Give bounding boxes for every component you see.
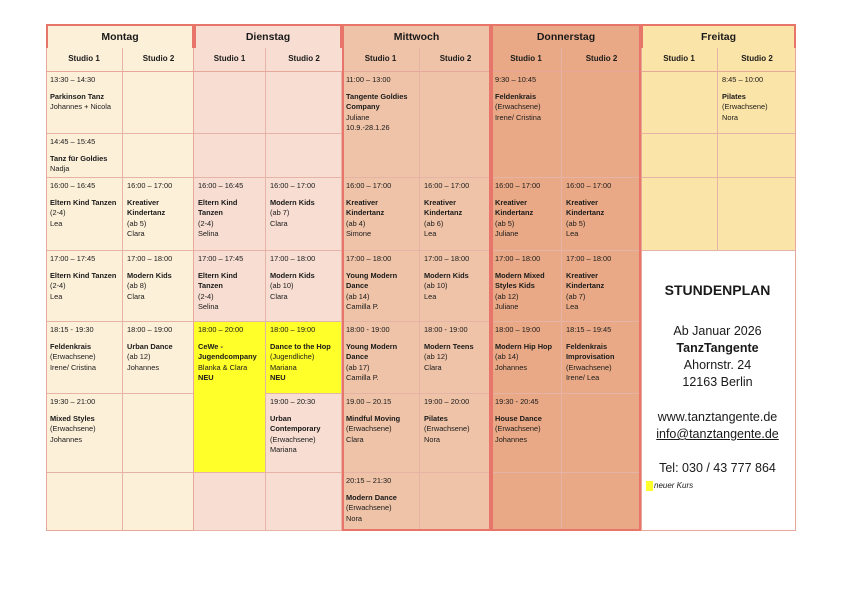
empty-cell xyxy=(420,72,491,178)
course-cell: 17:00 – 18:00 Kreativer Kindertanz (ab 7) Lea xyxy=(562,251,641,322)
email-link[interactable]: info@tanztangente.de xyxy=(656,427,779,441)
course-cell: 19:00 – 20:00 Pilates (Erwachsene) Nora xyxy=(420,394,491,473)
course-cell: 20:15 – 21:30 Modern Dance (Erwachsene) Nora xyxy=(342,473,420,531)
studio-header: Studio 1 xyxy=(194,48,266,72)
empty-cell xyxy=(718,134,796,178)
empty-cell xyxy=(194,134,266,178)
studio-header: Studio 2 xyxy=(266,48,342,72)
course-cell: 16:00 – 16:45 Eltern Kind Tanzen (2-4) Lea xyxy=(46,178,123,251)
course-cell-new: 18:00 – 20:00 CeWe - Jugendcompany Blanka & Clara NEU xyxy=(194,322,266,473)
course-cell: 19:30 – 21:00 Mixed Styles (Erwachsene) Johannes xyxy=(46,394,123,473)
empty-cell xyxy=(491,473,562,531)
highlight-swatch xyxy=(646,481,653,491)
course-cell: 16:00 – 17:00 Kreativer Kindertanz (ab 6) Lea xyxy=(420,178,491,251)
empty-cell xyxy=(46,473,123,531)
city-text: 12163 Berlin xyxy=(682,375,753,389)
studio-name: TanzTangente xyxy=(676,341,759,355)
empty-cell xyxy=(123,134,194,178)
course-cell: 14:45 – 15:45 Tanz für Goldies Nadja xyxy=(46,134,123,178)
course-cell: 18:15 - 19:30 Feldenkrais (Erwachsene) Irene/ Cristina xyxy=(46,322,123,394)
course-cell: 17:00 – 17:45 Eltern Kind Tanzen (2-4) Selina xyxy=(194,251,266,322)
studio-header: Studio 1 xyxy=(46,48,123,72)
empty-cell xyxy=(641,178,718,251)
website-link[interactable]: www.tanztangente.de xyxy=(657,410,778,424)
studio-header: Studio 2 xyxy=(562,48,641,72)
course-cell: 17:00 – 18:00 Modern Kids (ab 8) Clara xyxy=(123,251,194,322)
day-header-donnerstag: Donnerstag xyxy=(491,24,641,48)
studio-header: Studio 2 xyxy=(420,48,491,72)
course-cell: 17:00 – 18:00 Modern Mixed Styles Kids (ab 12) Juliane xyxy=(491,251,562,322)
course-cell: 17:00 – 18:00 Young Modern Dance (ab 14) Camilla P. xyxy=(342,251,420,322)
studio-header: Studio 2 xyxy=(123,48,194,72)
empty-cell xyxy=(123,473,194,531)
date-text: Ab Januar 2026 xyxy=(673,324,762,338)
empty-cell xyxy=(194,72,266,134)
course-cell: 9:30 – 10:45 Feldenkrais (Erwachsene) Irene/ Cristina xyxy=(491,72,562,178)
empty-cell xyxy=(266,134,342,178)
course-cell: 19.00 – 20.15 Mindful Moving (Erwachsene) Clara xyxy=(342,394,420,473)
empty-cell xyxy=(123,394,194,473)
street-text: Ahornstr. 24 xyxy=(683,358,752,372)
empty-cell xyxy=(562,394,641,473)
day-header-mittwoch: Mittwoch xyxy=(342,24,491,48)
course-cell: 18:15 – 19:45 Feldenkrais Improvisation (Erwachsene) Irene/ Lea xyxy=(562,322,641,394)
day-header-dienstag: Dienstag xyxy=(194,24,342,48)
page-title: STUNDENPLAN xyxy=(664,282,771,298)
course-cell: 8:45 – 10:00 Pilates (Erwachsene) Nora xyxy=(718,72,796,134)
course-cell: 16:00 – 17:00 Modern Kids (ab 7) Clara xyxy=(266,178,342,251)
day-header-freitag: Freitag xyxy=(641,24,796,48)
legend-label: neuer Kurs xyxy=(654,481,694,491)
day-header-montag: Montag xyxy=(46,24,194,48)
course-cell: 17:00 – 17:45 Eltern Kind Tanzen (2-4) Lea xyxy=(46,251,123,322)
legend xyxy=(646,481,693,491)
empty-cell xyxy=(562,72,641,178)
empty-cell xyxy=(266,72,342,134)
course-cell: 19:30 - 20:45 House Dance (Erwachsene) Johannes xyxy=(491,394,562,473)
studio-header: Studio 1 xyxy=(641,48,718,72)
course-cell: 19:00 – 20:30 Urban Contemporary (Erwachsene) Mariana xyxy=(266,394,342,473)
empty-cell xyxy=(123,72,194,134)
empty-cell xyxy=(641,134,718,178)
studio-header: Studio 1 xyxy=(491,48,562,72)
empty-cell xyxy=(420,473,491,531)
course-cell: 17:00 – 18:00 Modern Kids (ab 10) Clara xyxy=(266,251,342,322)
empty-cell xyxy=(194,473,266,531)
studio-header: Studio 2 xyxy=(718,48,796,72)
course-cell: 18:00 – 19:00 Modern Hip Hop (ab 14) Johannes xyxy=(491,322,562,394)
empty-cell xyxy=(562,473,641,531)
schedule-table xyxy=(46,24,796,531)
course-cell: 17:00 – 18:00 Modern Kids (ab 10) Lea xyxy=(420,251,491,322)
course-cell: 16:00 – 17:00 Kreativer Kindertanz (ab 5) Lea xyxy=(562,178,641,251)
course-cell: 16:00 – 17:00 Kreativer Kindertanz (ab 5) Juliane xyxy=(491,178,562,251)
empty-cell xyxy=(718,178,796,251)
empty-cell xyxy=(266,473,342,531)
course-cell: 18:00 - 19:00 Modern Teens (ab 12) Clara xyxy=(420,322,491,394)
course-cell-new: 18:00 – 19:00 Dance to the Hop (Jugendliche) Mariana NEU xyxy=(266,322,342,394)
phone-text: Tel: 030 / 43 777 864 xyxy=(659,461,776,475)
course-cell: 18:00 - 19:00 Young Modern Dance (ab 17) Camilla P. xyxy=(342,322,420,394)
course-cell: 18:00 – 19:00 Urban Dance (ab 12) Johannes xyxy=(123,322,194,394)
course-cell: 16:00 – 17:00 Kreativer Kindertanz (ab 5) Clara xyxy=(123,178,194,251)
empty-cell xyxy=(641,72,718,134)
course-cell: 16:00 – 16:45 Eltern Kind Tanzen (2-4) Selina xyxy=(194,178,266,251)
studio-header: Studio 1 xyxy=(342,48,420,72)
course-cell: 13:30 – 14:30 Parkinson Tanz Johannes + Nicola xyxy=(46,72,123,134)
course-cell: 16:00 – 17:00 Kreativer Kindertanz (ab 4) Simone xyxy=(342,178,420,251)
course-cell: 11:00 – 13:00 Tangente Goldies Company Juliane 10.9.-28.1.26 xyxy=(342,72,420,178)
